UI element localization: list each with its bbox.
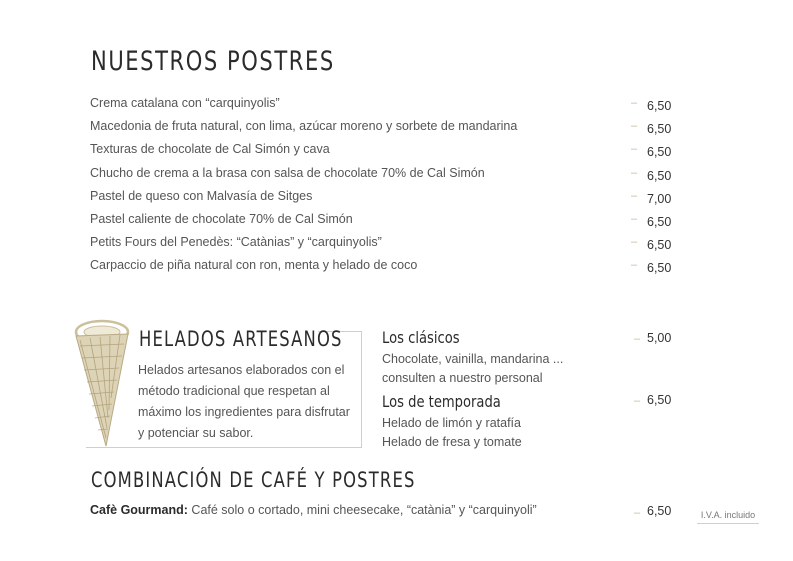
menu-item-name: Crema catalana con “carquinyolis” <box>90 96 280 110</box>
clasicos-line-2: consulten a nuestro personal <box>382 371 543 385</box>
price-dash: – <box>631 166 638 179</box>
menu-item-price: 6,50 <box>647 99 672 113</box>
menu-item-name: Petits Fours del Penedès: “Catànias” y “carquinyolis” <box>90 235 382 250</box>
price-dash: – <box>634 333 641 345</box>
menu-item-name: Macedonia de fruta natural, con lima, azúcar moreno y sorbete de mandarina <box>90 119 518 134</box>
menu-item-name: Carpaccio de piña natural con ron, menta y helado de coco <box>90 258 418 273</box>
combinacion-title: COMBINACIÓN DE CAFÉ Y POSTRES <box>91 468 416 492</box>
clasicos-line-1: Chocolate, vainilla, mandarina ... <box>382 352 564 366</box>
cafe-gourmand-line <box>90 503 537 517</box>
menu-item-price: 6,50 <box>647 261 672 276</box>
menu-item <box>90 142 680 165</box>
price-dash: – <box>634 395 641 407</box>
menu-item <box>90 96 680 119</box>
menu-item-price: 7,00 <box>647 191 672 206</box>
menu-item <box>90 119 680 142</box>
menu-item <box>90 166 680 189</box>
menu-item <box>90 189 680 212</box>
iva-note: I.V.A. incluido <box>697 510 759 524</box>
ice-cream-cone-icon <box>66 318 130 450</box>
menu-item <box>90 258 680 281</box>
price-dash: – <box>634 507 641 519</box>
temporada-price: 6,50 <box>647 393 672 407</box>
temporada-line-1: Helado de limón y ratafía <box>382 416 521 430</box>
frame-line-bottom <box>86 447 362 448</box>
menu-item-price: 6,50 <box>647 214 672 229</box>
clasicos-price: 5,00 <box>647 331 672 345</box>
menu-item-name: Chucho de crema a la brasa con salsa de chocolate 70% de Cal Simón <box>90 165 485 180</box>
price-dash: – <box>631 236 638 249</box>
temporada-line-2: Helado de fresa y tomate <box>382 435 522 449</box>
frame-line-right <box>361 331 362 447</box>
menu-item-name: Pastel de queso con Malvasía de Sitges <box>90 188 313 203</box>
menu-item-price: 6,50 <box>647 168 672 183</box>
price-dash: – <box>631 97 638 109</box>
cafe-gourmand-label: Cafè Gourmand: <box>90 503 188 517</box>
dessert-list <box>90 96 680 282</box>
menu-item-price: 6,50 <box>647 122 672 137</box>
menu-item-name: Texturas de chocolate de Cal Simón y cava <box>90 142 330 157</box>
cafe-gourmand-price: 6,50 <box>647 504 672 518</box>
menu-item <box>90 235 680 258</box>
menu-item-price: 6,50 <box>647 145 672 160</box>
menu-item-name: Pastel caliente de chocolate 70% de Cal Simón <box>90 211 353 226</box>
page-title: NUESTROS POSTRES <box>91 46 335 77</box>
helados-description: Helados artesanos elaborados con el método tradicional que respetan al máximo los ingredientes para disfrutar y potenciar su sabor. <box>138 363 350 440</box>
price-dash: – <box>631 120 638 133</box>
price-dash: – <box>631 212 638 225</box>
menu-item <box>90 212 680 235</box>
clasicos-heading: Los clásicos <box>382 328 460 347</box>
menu-item-price: 6,50 <box>647 238 672 253</box>
price-dash: – <box>631 143 638 156</box>
price-dash: – <box>631 259 638 272</box>
price-dash: – <box>631 189 638 202</box>
cafe-gourmand-text: Café solo o cortado, mini cheesecake, “catània” y “carquinyoli” <box>191 503 537 517</box>
temporada-heading: Los de temporada <box>382 392 501 411</box>
helados-title: HELADOS ARTESANOS <box>139 327 343 351</box>
